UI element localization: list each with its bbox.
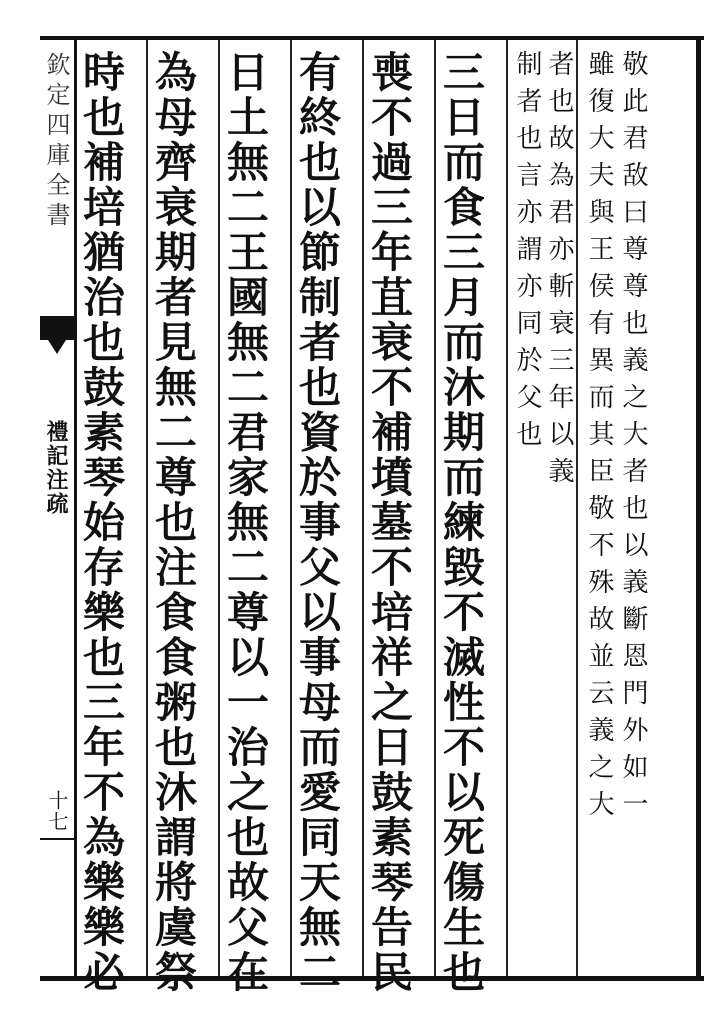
collection-title: 欽定四庫全書 [42,52,70,232]
commentary-line: 制者也言亦謂亦同於父也 [512,50,542,457]
main-text-column: 日土無二王國無二君家無二尊以一治之也故父在 [221,50,270,995]
main-text-column: 有終也以節制者也資於事父以事母而愛同天無二 [293,50,342,995]
main-text-column: 時也補培猶治也鼓素琴始存樂也三年不為樂樂必 [77,50,126,995]
column-rule [576,40,578,976]
column-rule [218,40,220,976]
column-rule [362,40,364,976]
commentary-line: 者也故為君亦斬衰三年以義 [544,50,574,494]
page-number: 十七 [45,790,69,832]
fishtail-mark [40,316,74,340]
commentary-line: 敬此君敌曰尊尊也義之大者也以義斷恩門外如一 [618,50,648,827]
column-rule [434,40,436,976]
book-title: 禮記注疏 [43,420,69,516]
main-text-column: 為母齊衰期者見無二尊也注食食粥也沐謂將虞祭 [149,50,198,995]
frame-right-border [696,36,701,981]
column-rule [146,40,148,976]
page-number-rule [40,838,74,840]
main-text-column: 三日而食三月而沐期而練毀不滅性不以死傷生也 [437,50,486,995]
column-rule [290,40,292,976]
column-rule [506,40,508,976]
fishtail-notch [48,340,66,354]
main-text-column: 喪不過三年苴衰不補墳墓不培祥之日鼓素琴告民 [365,50,414,995]
frame-top-border [40,36,704,40]
commentary-line: 雖復大夫與王侯有異而其臣敬不殊故並云義之大 [584,50,614,827]
